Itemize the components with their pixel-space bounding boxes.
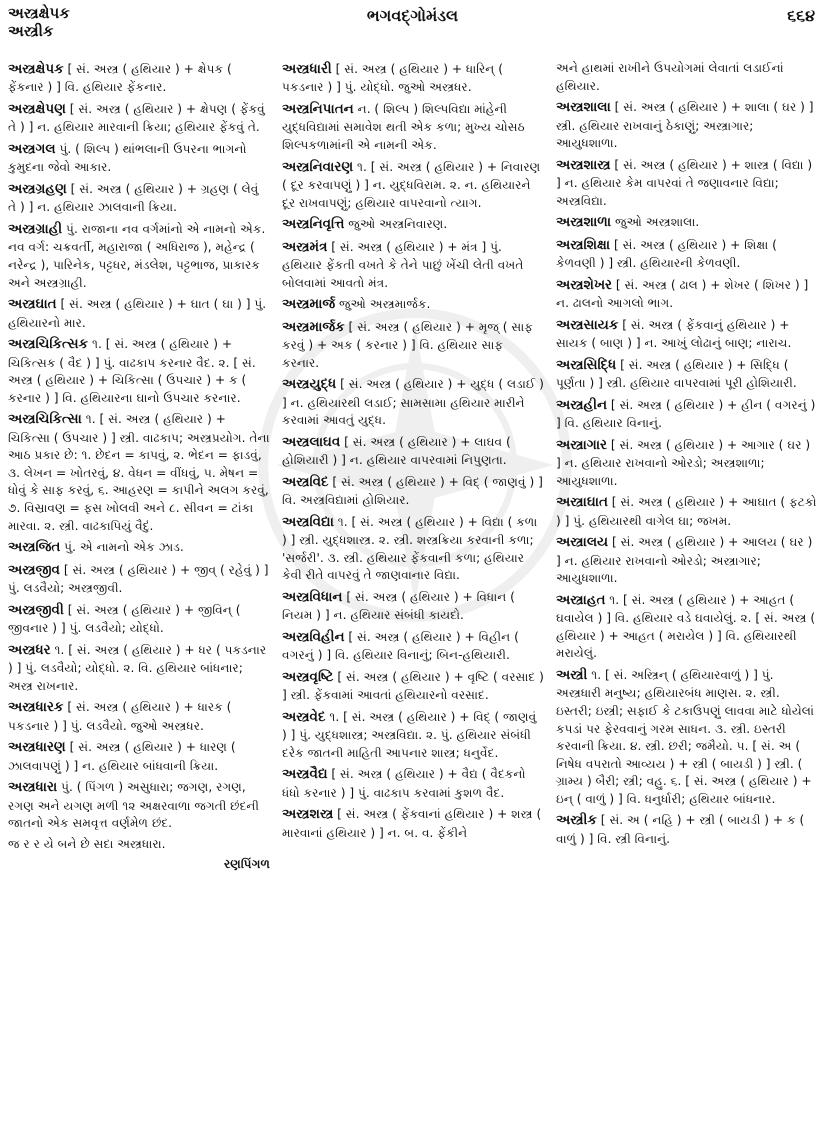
entry-headword: અસ્ત્રચિકિત્સક	[8, 336, 89, 353]
entry-headword: અસ્ત્રસિદ્ધિ	[556, 356, 617, 373]
entry-headword: અસ્ત્રવેદ	[282, 708, 326, 725]
entry-definition: પું. રાજાના નવ વર્ગમાંનો એ નામનો એક. નવ વર્ગ: ચક્રવર્તી, મહારાજા ( અધિરાજ ), મહેન્દ્ર ( નરેન્દ્ર ), પારિનેક, પટ્ટધર, મંડલેશ, પટ્ટભાજ, પ્રાકારક અને અસ્ત્રગ્રાહી.	[8, 222, 266, 290]
entry-definition: [ સં. અસ્ત્ર ( હથિયાર ) + સિદ્ધિ ( પૂર્ણતા ) ] સ્ત્રી. હથિયાર વાપરવામાં પૂરી હોશિયારી.	[556, 357, 797, 391]
entry-headword: અસ્ત્રનિવારણ	[282, 158, 354, 175]
entry-definition: પું. ( પિંગળ ) અસુધારા; જગણ, રગણ, રગણ અને યગણ મળી ૧૨ અક્ષરવાળા જગતી છંદની જાતનો એક સમવૃત્ત વર્ણમેળ છંદ.	[8, 780, 259, 831]
entry-definition: [ સં. અસ્ત્ર ( હથિયાર ) + યુદ્ધ ( લડાઈ ) ] ન. હથિયારથી લડાઈ; સામસામા હથિયાર મારીને કરવામાં આવતું યુદ્ધ.	[282, 377, 544, 428]
entry-headword: અસ્ત્રવિધાન	[282, 588, 343, 605]
entry-headword: અસ્ત્રશેખર	[556, 276, 613, 293]
entry-headword: અસ્ત્રનિવૃત્તિ	[282, 216, 345, 233]
dictionary-entry	[8, 335, 270, 407]
entry-headword: અસ્ત્રસાયક	[556, 316, 619, 333]
entry-definition: [ સં. અસ્ત્ર ( હથિયાર ) + આલય ( ઘર ) ] ન. હથિયાર રાખવાનો ઓરડો; અસ્ત્રાગાર; આયુધશાળા.	[556, 535, 813, 586]
entry-headword: અસ્ત્રયુદ્ધ	[282, 376, 337, 393]
dictionary-entry	[556, 811, 818, 848]
entry-definition: [ સં. અસ્ત્ર ( હથિયાર ) + શાલા ( ઘર ) ] સ્ત્રી. હથિયાર રાખવાનું ઠેકાણું; અસ્ત્રાગાર; આયુધશાળા.	[556, 100, 814, 151]
entry-definition: [ સં. અસ્ત્ર ( ઢાલ ) + શેખર ( શિખર ) ] ન. ઢાલનો આગલો ભાગ.	[556, 277, 809, 311]
entry-headword: અસ્ત્રધારી	[282, 61, 332, 77]
dictionary-entry	[282, 100, 544, 155]
dictionary-entry	[282, 215, 544, 234]
column-2	[282, 60, 544, 1120]
entry-definition: [ સં. અસ્ત્ર ( હથિયાર ) + ક્ષેપક ( ફેંકનાર ) ] વિ. હથિયાર ફેંકનાર.	[8, 62, 232, 95]
entry-headword: અસ્ત્રમાર્જક	[282, 318, 345, 335]
entry-definition: [ સં. અસ્ત્ર ( હથિયાર ) + મંત્ર ] પું. હથિયાર ફેંકતી વખતે કે તેને પાછું ખેંચી લેતી વખતે બોલવામાં આવતો મંત્ર.	[282, 239, 524, 290]
entry-definition: [ સં. અસ્ત્ર ( હથિયાર ) + આગાર ( ઘર ) ] ન. હથિયાર રાખવાનો ઓરડો; અસ્ત્રશાળા; આયુધશાળા.	[556, 437, 811, 488]
entry-definition: [ સં. અસ્ત્ર ( હથિયાર ) + શાસ્ત્ર ( વિદ્યા ) ] ન. હથિયાર કેમ વાપરવાં તે જણાવનાર વિદ્યા; અસ્ત્રવિદ્યા.	[556, 157, 813, 208]
entry-definition: [ સં. અસ્ત્ર ( હથિયાર ) + વિહીન ( વગરનું ) ] વિ. હથિયાર વિનાનું; બિન-હથિયારી.	[282, 629, 519, 663]
entry-headword: અસ્ત્રશાસ્ત્ર	[556, 156, 611, 173]
entry-headword: અસ્ત્રધારા	[8, 779, 58, 796]
entry-headword: અસ્ત્રવિદ્યા	[282, 513, 334, 530]
dictionary-entry	[282, 238, 544, 293]
dictionary-entry	[8, 641, 270, 696]
entry-headword: અસ્ત્રજિત	[8, 539, 61, 556]
entry-headword: અસ્ત્રજીવ	[8, 561, 60, 578]
dictionary-entry	[282, 295, 544, 314]
column-3	[556, 60, 818, 1120]
dictionary-entry	[556, 213, 818, 232]
dictionary-entry	[556, 356, 818, 393]
entry-headword: અસ્ત્રક્ષેપક	[8, 61, 64, 77]
dictionary-entry	[8, 561, 270, 598]
entry-headword: અસ્ત્રાઘાત	[556, 494, 608, 511]
entry-definition: [ સં. અસ્ત્ર ( હથિયાર ) + વૃષ્ટિ ( વરસાદ ) ] સ્ત્રી. ફેંકવામાં આવતાં હથિયારનો વરસાદ.	[282, 669, 544, 703]
dictionary-entry	[282, 318, 544, 373]
dictionary-entry	[282, 708, 544, 763]
dictionary-entry	[282, 588, 544, 625]
dictionary-entry	[282, 668, 544, 705]
entry-definition: [ સં. અસ્ત્ર ( હથિયાર ) + ધારણ ( ઝાલવાપણું ) ] ન. હથિયાર બાંધવાની ક્રિયા.	[8, 740, 236, 773]
entry-headword: અસ્ત્રમંત્ર	[282, 238, 328, 255]
entry-definition: [ સં. અસ્ત્ર ( હથિયાર ) + ગ્રહણ ( લેવું તે ) ] ન. હથિયાર ઝાલવાની ક્રિયા.	[8, 182, 259, 215]
entry-headword: અસ્ત્રક્ષેપણ	[8, 101, 66, 117]
dictionary-entry	[556, 493, 818, 530]
entry-definition: જુઓ અસ્ત્રનિવારણ.	[344, 217, 448, 232]
dictionary-entry	[8, 738, 270, 775]
entry-definition: ૧. [ સં. અસ્ત્ર ( હથિયાર ) + આહત ( ઘવાયેલ ) ] વિ. હથિયાર વડે ઘવાયેલું. ૨. [ સં. અસ્ત્ર ( હથિયાર ) + આહત ( મરાયેલ ) ] વિ. હથિયારથી મરાયેલું.	[556, 592, 816, 661]
dictionary-entry	[8, 60, 270, 97]
dictionary-entry	[556, 98, 818, 153]
entry-definition: [ સં. અસ્ત્ર ( હથિયાર ) + ધારિન્ ( પકડનાર ) ] પું. યોદ્ધો. જુઓ અસ્ત્રધર.	[282, 62, 503, 95]
entry-headword: અસ્ત્રહીન	[556, 396, 608, 413]
guide-word-last: અસ્ત્રીક	[8, 22, 54, 40]
entry-headword: અસ્ત્રધર	[8, 641, 51, 658]
entry-definition: [ સં. અસ્ત્ર ( હથિયાર ) + આઘાત ( ફટકો ) ] પું. હથિયારથી વાગેલ ઘા; જખમ.	[556, 495, 817, 528]
dictionary-entry	[8, 538, 270, 557]
entry-headword: અસ્ત્રચિકિત્સા	[8, 411, 82, 428]
dictionary-entry	[556, 60, 818, 95]
entry-definition: અને હાથમાં રાખીને ઉપયોગમાં લેવાતાં લડાઈનાં હથિયાર.	[556, 61, 784, 93]
entry-definition: [ સં. અસ્ત્ર ( હથિયાર ) + હીન ( વગરનું ) ] વિ. હથિયાર વિનાનું.	[556, 397, 816, 431]
dictionary-entry	[8, 410, 270, 535]
entry-definition: [ સં. અસ્ત્ર ( હથિયાર ) + જીવ્ ( રહેવું ) ] પું. લડવૈયો; અસ્ત્રજીવી.	[8, 562, 269, 595]
entry-headword: અસ્ત્રધારણ	[8, 739, 66, 756]
entry-headword: અસ્ત્રશસ્ત્ર	[282, 806, 334, 823]
entry-headword: અસ્ત્રશાલા	[556, 99, 611, 116]
dictionary-entry	[8, 778, 270, 833]
dictionary-entry	[8, 140, 270, 177]
entry-definition: જુઓ અસ્ત્રશાલા.	[611, 215, 700, 230]
entry-definition: [ સં. અસ્ત્ર ( ફેંકવાનું હથિયાર ) + સાયક ( બાણ ) ] ન. આખું લોઢાનું બાણ; નારાચ.	[556, 317, 792, 351]
entry-headword: અસ્ત્રનિપાતન	[282, 101, 354, 117]
dictionary-entry	[8, 601, 270, 638]
dictionary-entry	[556, 316, 818, 353]
dictionary-entry	[8, 295, 270, 332]
entry-definition: [ સં. અસ્ત્ર ( હથિયાર ) + વિધાન ( નિયમ ) ] ન. હથિયાર સંબંધી કાયદો.	[282, 589, 515, 623]
dictionary-entry	[556, 156, 818, 211]
entry-definition: પું. એ નામનો એક ઝાડ.	[60, 540, 184, 555]
dictionary-entry	[282, 375, 544, 430]
page-header	[0, 0, 825, 62]
page-number: ૬૬૪	[787, 6, 815, 25]
entry-headword: અસ્ત્રાલય	[556, 534, 609, 551]
entry-definition: [ સં. અસ્ત્ર ( હથિયાર ) + ધારક ( પકડનાર ) ] પું. લડવૈયો. જુઓ અસ્ત્રધર.	[8, 700, 232, 733]
entry-definition: ૧. [ સં. અસ્ત્ર ( હથિયાર ) + ધર ( પકડનાર ) ] પું. લડવૈયો; યોદ્ધો. ૨. વિ. હથિયાર બાંધનાર; અસ્ત્ર રાખનાર.	[8, 642, 267, 693]
quote-source: રણપિંગળ	[224, 857, 270, 872]
entry-headword: અસ્ત્રશાળા	[556, 214, 612, 231]
entry-headword: અસ્ત્રગ્રહણ	[8, 181, 67, 197]
entry-headword: અસ્ત્રલાઘવ	[282, 433, 341, 450]
dictionary-entry	[556, 533, 818, 588]
dictionary-entry	[8, 836, 270, 854]
entry-definition: પું. ( શિલ્પ ) થાંભલાની ઉપરના ભાગનો કુમુદના જેવો આકાર.	[8, 142, 247, 175]
entry-definition: ૧. [ સં. અસ્ત્ર ( હથિયાર ) + વિદ્યા ( કળા ) ] સ્ત્રી. યુદ્ધશાસ્ત્ર. ૨. સ્ત્રી. શસ્ત્રક્રિયા કરવાની કળા; 'સર્જરી'. ૩. સ્ત્રી. હથિયાર ફેંકવાની કળા; હથિયાર કેવી રીતે વાપરવું તે જાણવાનાર વિદ્યા.	[282, 514, 538, 583]
dictionary-entry	[8, 180, 270, 217]
dictionary-entry	[556, 436, 818, 491]
dictionary-entry	[556, 236, 818, 273]
dictionary-entry	[282, 60, 544, 97]
entry-definition: ૧. [ સં. અસ્ત્રિન્ ( હથિયારવાળું ) ] પું. અસ્ત્રધારી મનુષ્ય; હથિયારબંધ માણસ. ૨. સ્ત્રી. ઇસ્તરી; ઇસ્ત્રી; સફાઈ કે ટકાઉપણું લાવવા માટે ધોયેલાં કપડાં પર ફેરવવાનું ગરમ સાધન. ૩. સ્ત્રી. ઇસ્તરી કરવાની ક્રિયા. ૪. સ્ત્રી. છરી; જમૈયો. ૫. [ સં. અ ( નિષેધ વપરાતો આવ્યય ) + સ્ત્રી ( બાયડી ) ] સ્ત્રી. ( ગ્રામ્ય ) બૈરી; સ્ત્રી; વહુ. ૬. [ સં. અસ્ત્ર ( હથિયાર ) + ઇન્ ( વાળું ) ] વિ. ધનુર્ધારી; હથિયાર બાંધનાર.	[556, 667, 814, 806]
dictionary-entry	[282, 513, 544, 585]
entry-headword: અસ્ત્રવિહીન	[282, 628, 345, 645]
dictionary-entry	[282, 158, 544, 213]
entry-headword: અસ્ત્રમાર્જ	[282, 296, 336, 313]
entry-definition: ૧. [ સં. અસ્ત્ર ( હથિયાર ) + નિવારણ ( દૂર કરવાપણું ) ] ન. યુદ્ધવિરામ. ૨. ન. હથિયારને દૂર રાખવાપણું; હથિયાર વાપરવાનો ત્યાગ.	[282, 159, 541, 210]
entry-headword: અસ્ત્રગલ	[8, 141, 56, 157]
entry-headword: અસ્ત્રધારક	[8, 699, 64, 716]
entry-headword: અસ્ત્રાહત	[556, 591, 606, 608]
entry-definition: [ સં. અસ્ત્ર ( હથિયાર ) + વિદ્ ( જાણવું ) ] વિ. અસ્ત્રવિદ્યામાં હોશિયાર.	[282, 474, 543, 508]
dictionary-entry	[282, 765, 544, 802]
entry-headword: અસ્ત્રશિક્ષા	[556, 236, 611, 253]
entry-headword: અસ્ત્રગ્રાહી	[8, 221, 63, 237]
entry-definition: ન. ( શિલ્પ ) શિલ્પવિદ્યા માંહેની યુદ્ધવિદ્યામાં સમાવેશ થતી એક કળા; મુખ્ય ચોસઠ શિલ્પકળામાંની એ નામની એક.	[282, 102, 525, 152]
entry-definition: [ સં. અસ્ત્ર ( હથિયાર ) + વૈદ્ય ( વૈદકનો ધંધો કરનાર ) ] પું. વાઢકાપ કરવામાં કુશળ વૈદ.	[282, 767, 526, 800]
entry-definition: [ સં. અસ્ત્ર ( હથિયાર ) + મૃજ્ ( સાફ કરવું ) + અક ( કરનાર ) ] વિ. હથિયાર સાફ કરનાર.	[282, 319, 533, 370]
entry-definition: [ સં. અસ્ત્ર ( હથિયાર ) + જીવિન્ ( જીવનાર ) ] પું. લડવૈયો; યોદ્ધો.	[8, 602, 241, 635]
entry-definition: [ સં. અસ્ત્ર ( ફેંકવાનાં હથિયાર ) + શસ્ત્ર ( મારવાનાં હથિયાર ) ] ન. બ. વ. ફેંકીને	[282, 807, 542, 840]
dictionary-entry	[8, 698, 270, 735]
dictionary-entry	[8, 220, 270, 292]
entry-headword: અસ્ત્રજીવી	[8, 601, 64, 618]
entry-headword: અસ્ત્રાગાર	[556, 436, 607, 453]
entry-definition: જ ર ર યે બને છે સદા અસ્ત્રધારા.	[8, 836, 166, 851]
entry-definition: ૧. [ સં. અસ્ત્ર ( હથિયાર ) + ચિકિત્સક ( વૈદ ) ] પું. વાઢકાપ કરનાર વૈદ. ૨. [ સં. અસ્ત્ર ( હથિયાર ) + ચિકિત્સા ( ઉપચાર ) + ક ( કરનાર ) ] વિ. હથિયારના ઘાનો ઉપચાર કરનાર.	[8, 337, 256, 405]
page-title: ભગવદ્ગોમંડલ	[366, 6, 459, 25]
entry-definition: ૧. [ સં. અસ્ત્ર ( હથિયાર ) + ચિકિત્સા ( ઉપચાર ) ] સ્ત્રી. વાઢકાપ; અસ્ત્રપ્રયોગ. તેના આઠ પ્રકાર છે: ૧. છેદન = કાપવું, ૨. ભેદન = ફાડવું, ૩. લેખન = ખોતરવું, ૪. વેધન = વીંધવું, ૫. મેષન = ધોવું કે સાફ કરવું, ૬. આહરણ = કાપીને અલગ કરવું, ૭. વિસ્રાવણ = ફસ ખોલવી અને ૮. સીવન = ટાંકા મારવા. ૨. સ્ત્રી. વાઢકાપિયું વૈદું.	[8, 412, 270, 533]
dictionary-entry	[556, 396, 818, 433]
entry-definition: ૧. [ સં. અસ્ત્ર ( હથિયાર ) + વિદ્ ( જાણવું ) ] પું. યુદ્ધશાસ્ત્ર; અસ્ત્રવિદ્યા. ૨. પું. હથિયાર સંબંધી દરેક જાતની માહિતી આપનાર શાસ્ત્ર; ધનુર્વેદ.	[282, 709, 537, 760]
dictionary-entry	[556, 276, 818, 313]
entry-definition: [ સં. અસ્ત્ર ( હથિયાર ) + શિક્ષા ( કેળવણી ) ] સ્ત્રી. હથિયારની કેળવણી.	[556, 237, 777, 271]
entry-headword: અસ્ત્રીક	[556, 812, 597, 829]
entry-definition: [ સં. અસ્ત્ર ( હથિયાર ) + લાઘવ ( હોશિયારી ) ] ન. હથિયાર વાપરવામાં નિપુણતા.	[282, 434, 511, 468]
dictionary-entry	[556, 666, 818, 808]
entry-headword: અસ્ત્રવિદ	[282, 473, 329, 490]
entry-definition: [ સં. અ ( નહિ ) + સ્ત્રી ( બાયડી ) + ક ( વાળું ) ] વિ. સ્ત્રી વિનાનું.	[556, 813, 805, 846]
dictionary-entry	[556, 591, 818, 663]
dictionary-entry	[282, 473, 544, 510]
dictionary-entry	[282, 433, 544, 470]
dictionary-entry	[282, 805, 544, 842]
guide-word-first: અસ્ત્રક્ષેપક	[8, 4, 70, 22]
entry-headword: અસ્ત્રવૈદ્ય	[282, 766, 328, 783]
dictionary-entry	[282, 628, 544, 665]
column-1	[8, 60, 270, 1120]
entry-definition: [ સં. અસ્ત્ર ( હથિયાર ) + ક્ષેપણ ( ફેંકવું તે ) ] ન. હથિયાર મારવાની ક્રિયા; હથિયાર ફેંકવું તે.	[8, 102, 265, 135]
dictionary-entry	[8, 100, 270, 137]
entry-definition: જુઓ અસ્ત્રમાર્જક.	[335, 297, 431, 312]
entry-headword: અસ્ત્રઘાત	[8, 296, 57, 313]
dictionary-columns	[8, 60, 818, 1120]
entry-headword: અસ્ત્રવૃષ્ટિ	[282, 668, 334, 685]
entry-headword: અસ્ત્રી	[556, 666, 588, 683]
entry-definition: [ સં. અસ્ત્ર ( હથિયાર ) + ઘાત ( ઘા ) ] પું. હથિયારનો માર.	[8, 297, 267, 330]
